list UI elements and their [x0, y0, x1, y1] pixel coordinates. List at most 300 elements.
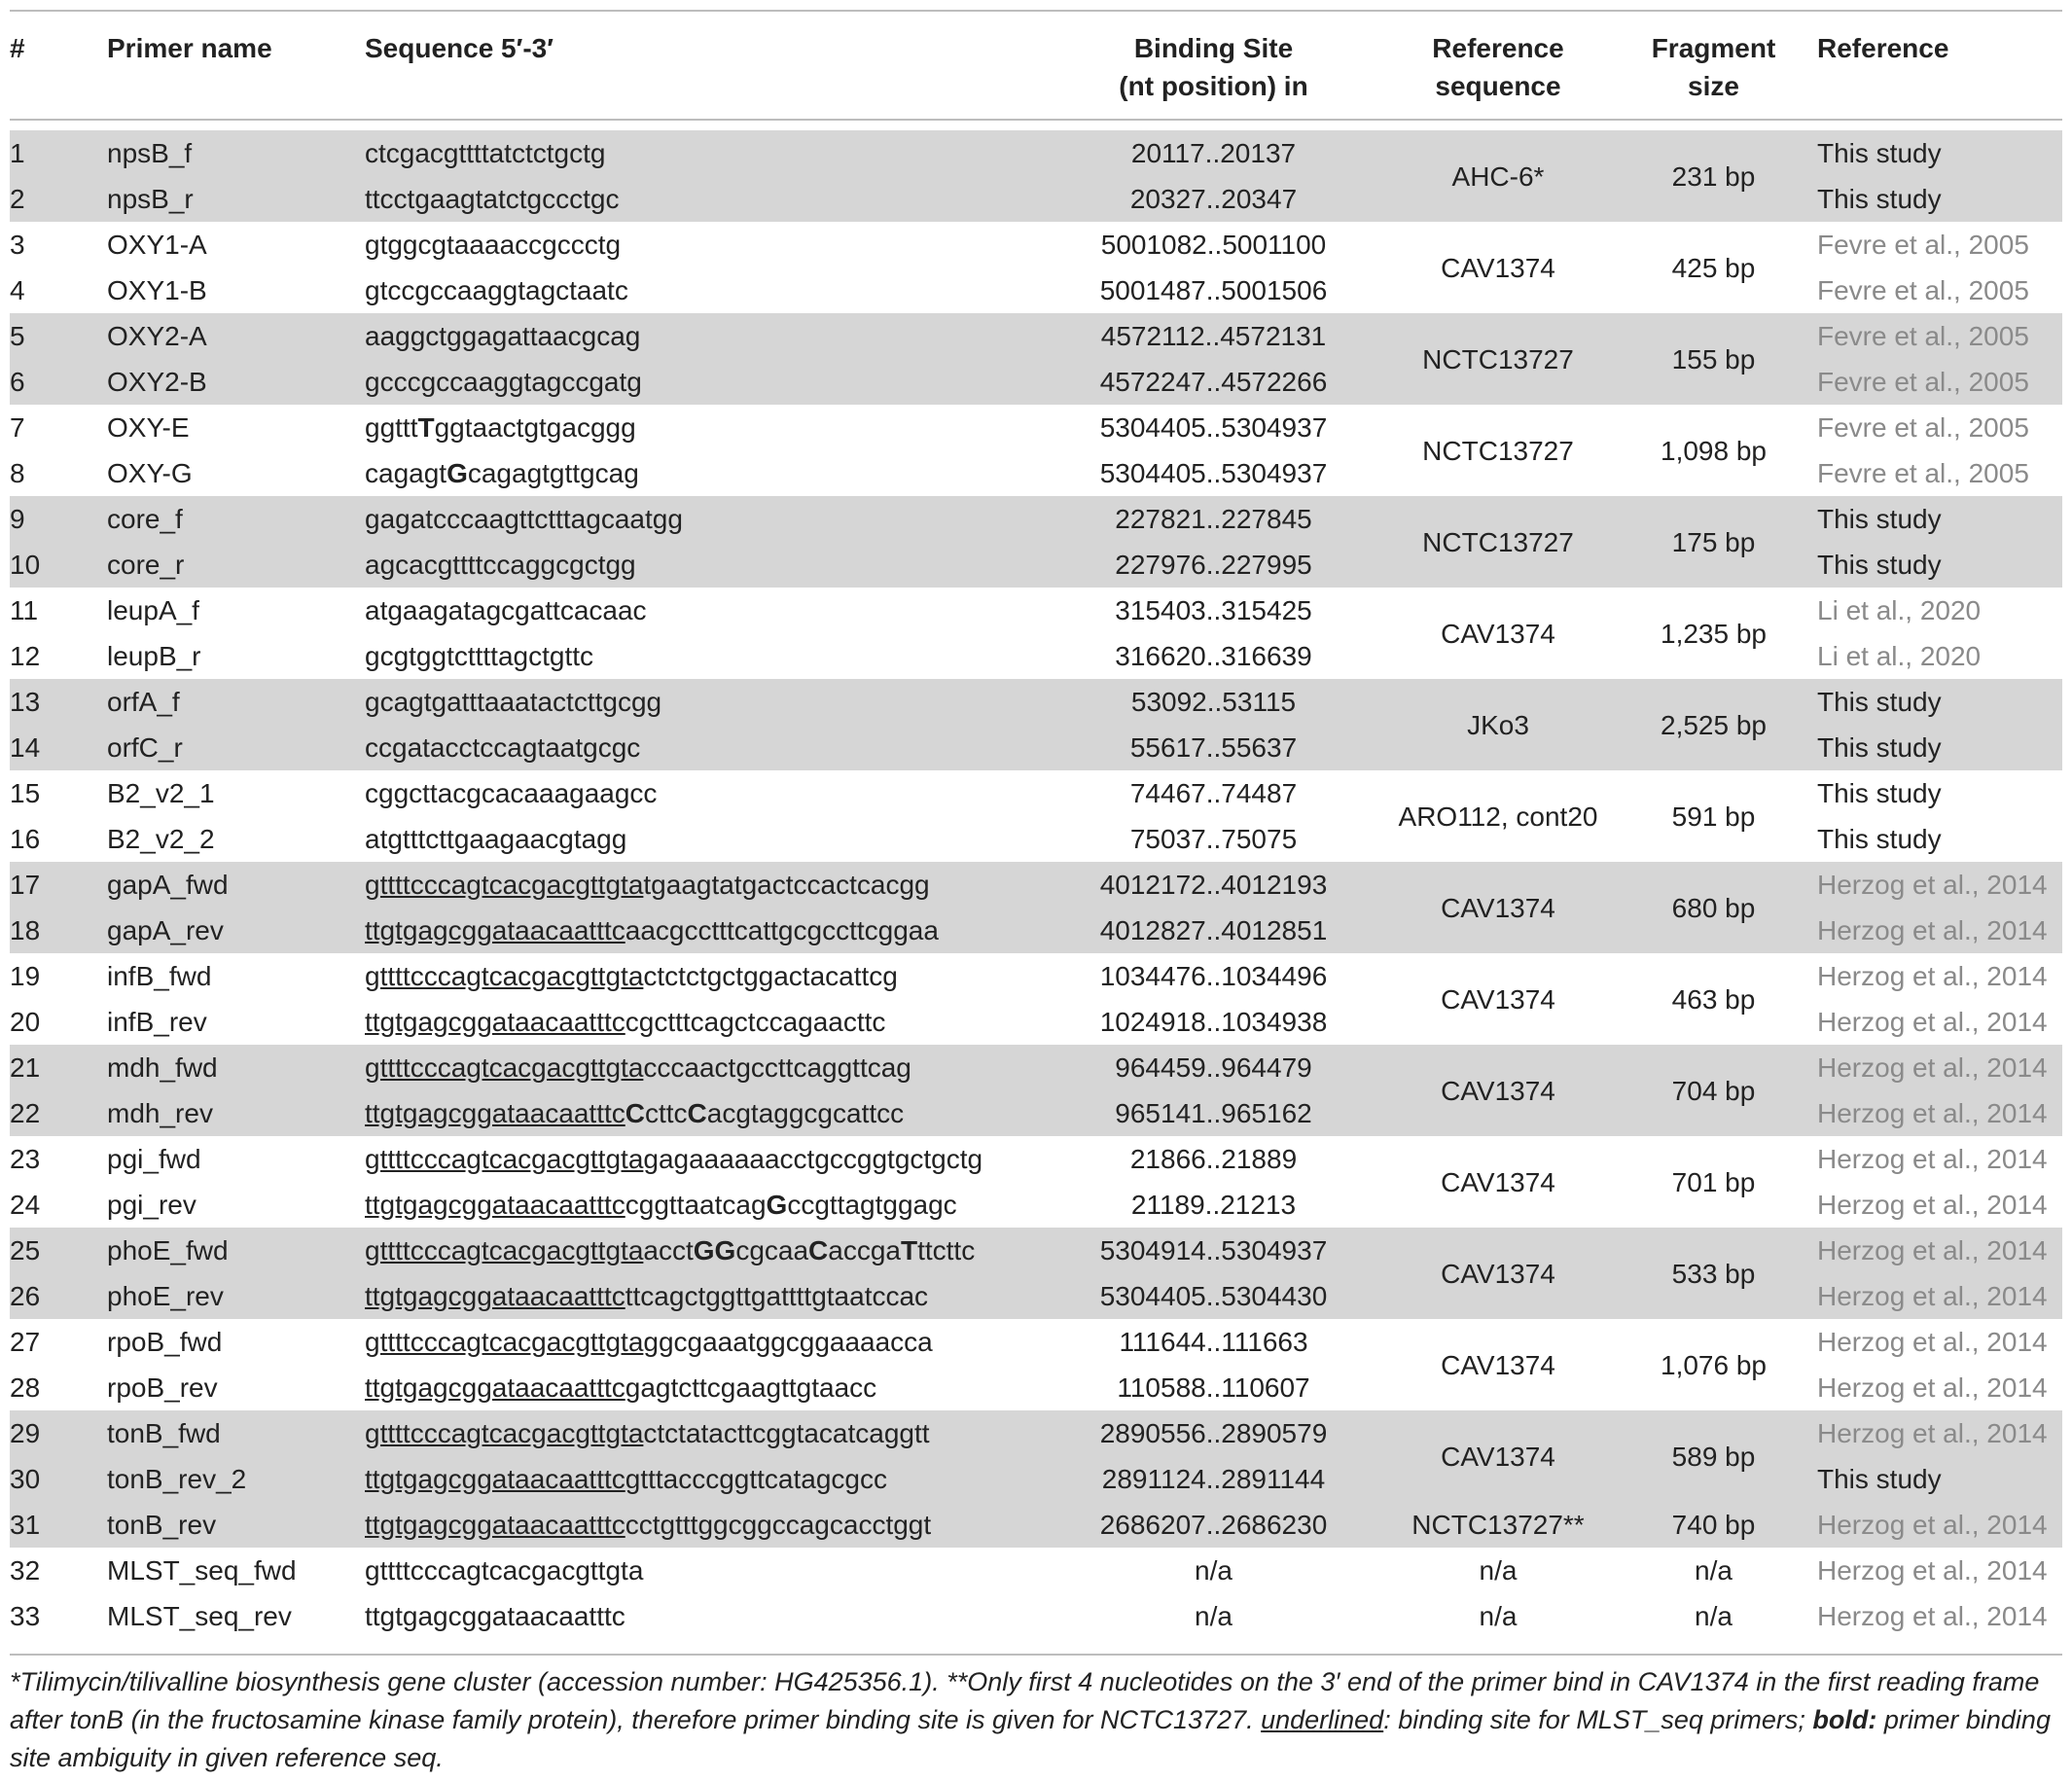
- cell-binding-site: 74467..74487: [1129, 778, 1298, 808]
- cell-binding-site: 5304405..5304937: [1099, 412, 1328, 443]
- cell-number: 19: [10, 961, 41, 991]
- table-row: [10, 1136, 2062, 1182]
- header-sequence: [365, 11, 1041, 120]
- sequence-segment: gttttcccagtcacgacgttgta: [365, 1555, 644, 1586]
- cell-reference: Herzog et al., 2014: [1817, 1144, 2048, 1174]
- cell-reference-sequence: NCTC13727**: [1386, 1502, 1610, 1548]
- cell-number: 24: [10, 1190, 41, 1220]
- cell-reference: Fevre et al., 2005: [1817, 412, 2029, 443]
- cell-reference: Fevre et al., 2005: [1817, 359, 2062, 405]
- cell-binding-site: 53092..53115: [1041, 679, 1386, 725]
- sequence-segment: accga: [828, 1235, 901, 1265]
- cell-reference: Li et al., 2020: [1817, 641, 1982, 671]
- cell-sequence: [365, 1365, 1041, 1410]
- cell-binding-site: 227976..227995: [1041, 542, 1386, 588]
- sequence-segment: cagagtgttgcag: [467, 458, 639, 488]
- cell-reference: Herzog et al., 2014: [1817, 1555, 2048, 1586]
- cell-fragment-size: 533 bp: [1610, 1228, 1817, 1319]
- cell-primer-name: OXY2-A: [107, 313, 365, 359]
- table-row: [10, 496, 2062, 542]
- header-refseq-line2: sequence: [1435, 71, 1561, 101]
- cell-sequence: [365, 1319, 1041, 1365]
- cell-binding-site: 111644..111663: [1119, 1327, 1308, 1357]
- sequence-bold-segment: C: [808, 1235, 829, 1265]
- cell-binding-site: 2686207..2686230: [1041, 1502, 1386, 1548]
- cell-reference: Herzog et al., 2014: [1817, 1007, 2048, 1037]
- cell-reference: Herzog et al., 2014: [1817, 1045, 2062, 1090]
- cell-reference-sequence: CAV1374: [1441, 1349, 1555, 1380]
- cell-binding-site: 315403..315425: [1115, 595, 1312, 625]
- cell-number: 22: [10, 1090, 107, 1136]
- cell-reference: Herzog et al., 2014: [1817, 1601, 2048, 1631]
- cell-primer-name: OXY-E: [107, 412, 190, 443]
- cell-reference-sequence: CAV1374: [1441, 1166, 1555, 1197]
- table-footnote: [10, 1654, 2062, 1777]
- header-spacer-cell: [10, 120, 2062, 130]
- cell-number: 9: [10, 496, 107, 542]
- cell-fragment-size: 155 bp: [1610, 313, 1817, 405]
- cell-number: 25: [10, 1228, 107, 1273]
- sequence-bold-segment: C: [625, 1098, 645, 1128]
- sequence-segment: cttc: [644, 1098, 688, 1128]
- cell-fragment-size: 704 bp: [1610, 1045, 1817, 1136]
- cell-sequence: [365, 816, 1041, 862]
- sequence-segment: gcagtgatttaaatactcttgcgg: [365, 687, 662, 717]
- cell-number: 1: [10, 130, 107, 176]
- cell-sequence: [365, 496, 1041, 542]
- footnote-text-3: primer binding site ambiguity in given reference seq.: [10, 1705, 2051, 1772]
- cell-primer-name: infB_rev: [107, 1007, 207, 1037]
- cell-number: 20: [10, 1007, 41, 1037]
- cell-binding-site: 1024918..1034938: [1099, 1007, 1328, 1037]
- sequence-underlined-segment: gttttcccagtcacgacgttgta: [365, 1418, 644, 1448]
- sequence-segment: ggcgaaatggcggaaaacca: [643, 1327, 933, 1357]
- header-spacer: [10, 120, 2062, 130]
- cell-primer-name: phoE_rev: [107, 1273, 365, 1319]
- sequence-underlined-segment: gttttcccagtcacgacgttgta: [365, 1052, 644, 1083]
- cell-primer-name: pgi_fwd: [107, 1144, 201, 1174]
- sequence-underlined-segment: gttttcccagtcacgacgttgta: [365, 870, 644, 900]
- sequence-segment: ttcttc: [917, 1235, 976, 1265]
- cell-binding-site: 965141..965162: [1041, 1090, 1386, 1136]
- cell-number: 29: [10, 1410, 107, 1456]
- sequence-segment: cgcaa: [735, 1235, 809, 1265]
- cell-fragment-size: 591 bp: [1671, 801, 1756, 832]
- cell-primer-name: infB_fwd: [107, 961, 212, 991]
- table-row: [10, 953, 2062, 999]
- table-row: [10, 130, 2062, 176]
- sequence-segment: acct: [643, 1235, 694, 1265]
- cell-reference: This study: [1817, 1456, 2062, 1502]
- cell-reference: Herzog et al., 2014: [1817, 1502, 2062, 1548]
- cell-sequence: [365, 176, 1041, 222]
- cell-primer-name: orfA_f: [107, 679, 365, 725]
- cell-fragment-size: 175 bp: [1610, 496, 1817, 588]
- cell-reference: Herzog et al., 2014: [1817, 961, 2048, 991]
- sequence-bold-segment: T: [417, 412, 435, 443]
- cell-fragment-size: 589 bp: [1610, 1410, 1817, 1502]
- cell-sequence: [365, 405, 1041, 450]
- sequence-underlined-segment: ttgtgagcggataacaatttc: [365, 1007, 625, 1037]
- sequence-underlined-segment: ttgtgagcggataacaatttc: [365, 1281, 625, 1311]
- sequence-segment: cccaactgccttcaggttcag: [643, 1052, 911, 1083]
- header-number: [10, 11, 107, 120]
- sequence-underlined-segment: ttgtgagcggataacaatttc: [365, 1098, 625, 1128]
- cell-sequence: [365, 450, 1041, 496]
- cell-primer-name: rpoB_fwd: [107, 1327, 223, 1357]
- sequence-underlined-segment: ttgtgagcggataacaatttc: [365, 1510, 625, 1540]
- cell-binding-site: 1034476..1034496: [1099, 961, 1328, 991]
- cell-sequence: [365, 908, 1041, 953]
- cell-binding-site: 227821..227845: [1041, 496, 1386, 542]
- cell-primer-name: mdh_rev: [107, 1090, 365, 1136]
- cell-reference: Herzog et al., 2014: [1817, 1273, 2062, 1319]
- cell-reference-sequence: CAV1374: [1441, 618, 1555, 649]
- table-row: [10, 1502, 2062, 1548]
- cell-fragment-size: n/a: [1695, 1601, 1733, 1631]
- sequence-segment: ggtaactgtgacggg: [434, 412, 636, 443]
- cell-reference: This study: [1817, 824, 1942, 854]
- header-refseq-line1: Reference: [1432, 33, 1564, 63]
- cell-reference: Herzog et al., 2014: [1817, 908, 2062, 953]
- cell-reference-sequence: CAV1374: [1386, 1410, 1610, 1502]
- cell-primer-name: OXY1-A: [107, 230, 207, 260]
- cell-binding-site: n/a: [1195, 1601, 1232, 1631]
- cell-number: 27: [10, 1327, 41, 1357]
- cell-reference-sequence: CAV1374: [1386, 1045, 1610, 1136]
- header-number-text: #: [10, 33, 25, 63]
- sequence-bold-segment: C: [687, 1098, 707, 1128]
- cell-primer-name: rpoB_rev: [107, 1372, 218, 1403]
- primer-table-body: [10, 130, 2062, 1639]
- table-row: [10, 405, 2062, 450]
- cell-primer-name: mdh_fwd: [107, 1045, 365, 1090]
- cell-reference: This study: [1817, 542, 2062, 588]
- sequence-bold-segment: G: [766, 1190, 788, 1220]
- sequence-segment: atgtttcttgaagaacgtagg: [365, 824, 627, 854]
- header-primer-name-text: Primer name: [107, 33, 272, 63]
- cell-fragment-size: 1,076 bp: [1661, 1349, 1767, 1380]
- cell-sequence: [365, 999, 1041, 1045]
- cell-number: 6: [10, 359, 107, 405]
- sequence-segment: cctgtttggcggccagcacctggt: [625, 1510, 932, 1540]
- cell-fragment-size: n/a: [1695, 1555, 1733, 1586]
- cell-sequence: [365, 633, 1041, 679]
- cell-reference: This study: [1817, 176, 2062, 222]
- sequence-underlined-segment: gttttcccagtcacgacgttgta: [365, 1235, 644, 1265]
- header-reference: [1817, 11, 2062, 120]
- cell-reference-sequence: JKo3: [1386, 679, 1610, 770]
- cell-primer-name: tonB_fwd: [107, 1410, 365, 1456]
- sequence-underlined-segment: ttgtgagcggataacaatttc: [365, 1190, 625, 1220]
- cell-sequence: [365, 267, 1041, 313]
- cell-reference-sequence: CAV1374: [1441, 252, 1555, 283]
- cell-fragment-size: 740 bp: [1610, 1502, 1817, 1548]
- sequence-underlined-segment: gttttcccagtcacgacgttgta: [365, 961, 644, 991]
- sequence-underlined-segment: ttgtgagcggataacaatttc: [365, 1464, 625, 1494]
- cell-reference-sequence: CAV1374: [1386, 1228, 1610, 1319]
- table-row: [10, 1045, 2062, 1090]
- cell-primer-name: leupA_f: [107, 595, 199, 625]
- sequence-segment: gtttacccggttcatagcgcc: [625, 1464, 888, 1494]
- cell-number: 28: [10, 1372, 41, 1403]
- cell-primer-name: tonB_rev_2: [107, 1456, 365, 1502]
- cell-fragment-size: 231 bp: [1610, 130, 1817, 222]
- table-row: [10, 1410, 2062, 1456]
- header-row: [10, 11, 2062, 120]
- cell-primer-name: phoE_fwd: [107, 1228, 365, 1273]
- table-row: [10, 679, 2062, 725]
- cell-binding-site: 5304914..5304937: [1041, 1228, 1386, 1273]
- cell-binding-site: 21189..21213: [1130, 1190, 1297, 1220]
- cell-number: 7: [10, 412, 25, 443]
- cell-number: 13: [10, 679, 107, 725]
- cell-number: 32: [10, 1555, 41, 1586]
- cell-binding-site: 21866..21889: [1129, 1144, 1298, 1174]
- cell-reference: This study: [1817, 725, 2062, 770]
- cell-reference: This study: [1817, 778, 1942, 808]
- cell-binding-site: 316620..316639: [1115, 641, 1312, 671]
- cell-primer-name: B2_v2_1: [107, 778, 215, 808]
- sequence-segment: gagaaaaaacctgccggtgctgctg: [643, 1144, 983, 1174]
- sequence-segment: ctctatacttcggtacatcaggtt: [643, 1418, 930, 1448]
- cell-reference: Herzog et al., 2014: [1817, 1327, 2048, 1357]
- table-row: [10, 1593, 2062, 1639]
- cell-sequence: [365, 542, 1041, 588]
- cell-reference: This study: [1817, 496, 2062, 542]
- header-binding-site-line2: (nt position) in: [1119, 71, 1308, 101]
- cell-reference: Herzog et al., 2014: [1817, 1410, 2062, 1456]
- cell-number: 21: [10, 1045, 107, 1090]
- cell-binding-site: 20117..20137: [1041, 130, 1386, 176]
- cell-number: 8: [10, 458, 25, 488]
- cell-binding-site: 2890556..2890579: [1041, 1410, 1386, 1456]
- cell-reference-sequence: n/a: [1479, 1601, 1518, 1631]
- sequence-segment: ggttt: [365, 412, 418, 443]
- cell-reference-sequence: NCTC13727: [1386, 496, 1610, 588]
- cell-primer-name: npsB_f: [107, 130, 365, 176]
- cell-sequence: [365, 862, 1041, 908]
- sequence-segment: cagagt: [365, 458, 447, 488]
- sequence-segment: gagatcccaagttctttagcaatgg: [365, 504, 683, 534]
- sequence-underlined-segment: ttgtgagcggataacaatttc: [365, 1372, 625, 1403]
- cell-sequence: [365, 679, 1041, 725]
- cell-reference: Fevre et al., 2005: [1817, 230, 2029, 260]
- cell-binding-site: 5001082..5001100: [1100, 230, 1327, 260]
- sequence-segment: agcacgttttccaggcgctgg: [365, 550, 636, 580]
- footnote-text-2: : binding site for MLST_seq primers;: [1383, 1705, 1813, 1734]
- cell-reference: Herzog et al., 2014: [1817, 862, 2062, 908]
- cell-sequence: [365, 359, 1041, 405]
- cell-primer-name: core_f: [107, 496, 365, 542]
- cell-primer-name: core_r: [107, 542, 365, 588]
- cell-sequence: [365, 1593, 1041, 1639]
- table-row: [10, 1228, 2062, 1273]
- sequence-segment: ccgttagtggagc: [787, 1190, 957, 1220]
- footnote-text-1: *Tilimycin/tilivalline biosynthesis gene cluster (accession number: HG425356.1). **Only first 4 nucleotides on the 3′ end of the primer bind in CAV1374 in the first reading frame after tonB (in the fructosamine kinase family protein), therefore primer binding site is given for NCTC13727.: [10, 1667, 2040, 1734]
- cell-primer-name: pgi_rev: [107, 1190, 196, 1220]
- sequence-underlined-segment: gttttcccagtcacgacgttgta: [365, 1144, 644, 1174]
- cell-reference: Herzog et al., 2014: [1817, 1090, 2062, 1136]
- cell-sequence: [365, 1502, 1041, 1548]
- cell-sequence: [365, 770, 1041, 816]
- cell-reference: This study: [1817, 130, 2062, 176]
- sequence-segment: gagtcttcgaagttgtaacc: [625, 1372, 877, 1403]
- primer-table: [10, 10, 2062, 1639]
- table-row: [10, 222, 2062, 267]
- cell-sequence: [365, 1273, 1041, 1319]
- footnote-bold-label: bold:: [1812, 1705, 1877, 1734]
- header-frag-line1: Fragment: [1651, 33, 1776, 63]
- table-row: [10, 770, 2062, 816]
- cell-number: 4: [10, 275, 25, 305]
- cell-binding-site: 20327..20347: [1041, 176, 1386, 222]
- cell-primer-name: gapA_rev: [107, 908, 365, 953]
- sequence-segment: gcccgccaaggtagccgatg: [365, 367, 642, 397]
- cell-sequence: [365, 953, 1041, 999]
- cell-sequence: [365, 588, 1041, 633]
- cell-sequence: [365, 313, 1041, 359]
- cell-sequence: [365, 1045, 1041, 1090]
- cell-primer-name: tonB_rev: [107, 1502, 365, 1548]
- footnote-underlined-label: underlined: [1261, 1705, 1384, 1734]
- cell-reference-sequence: n/a: [1479, 1555, 1518, 1586]
- cell-fragment-size: 2,525 bp: [1610, 679, 1817, 770]
- cell-primer-name: OXY2-B: [107, 359, 365, 405]
- sequence-segment: cgctttcagctccagaacttc: [625, 1007, 886, 1037]
- cell-binding-site: 75037..75075: [1129, 824, 1298, 854]
- header-frag-line2: size: [1688, 71, 1739, 101]
- cell-reference-sequence: CAV1374: [1441, 983, 1555, 1015]
- cell-primer-name: B2_v2_2: [107, 824, 215, 854]
- cell-sequence: [365, 130, 1041, 176]
- cell-fragment-size: 463 bp: [1671, 983, 1756, 1015]
- cell-number: 2: [10, 176, 107, 222]
- cell-number: 30: [10, 1456, 107, 1502]
- cell-primer-name: gapA_fwd: [107, 862, 365, 908]
- sequence-bold-segment: GG: [693, 1235, 736, 1265]
- cell-primer-name: npsB_r: [107, 176, 365, 222]
- cell-number: 31: [10, 1502, 107, 1548]
- table-row: [10, 313, 2062, 359]
- cell-sequence: [365, 222, 1041, 267]
- header-primer-name: [107, 11, 365, 120]
- sequence-segment: ttcctgaagtatctgccctgc: [365, 184, 620, 214]
- cell-number: 14: [10, 725, 107, 770]
- cell-number: 12: [10, 641, 41, 671]
- cell-binding-site: 5001487..5001506: [1099, 275, 1328, 305]
- table-row: [10, 862, 2062, 908]
- sequence-underlined-segment: gttttcccagtcacgacgttgta: [365, 1327, 644, 1357]
- cell-number: 26: [10, 1273, 107, 1319]
- cell-binding-site: 55617..55637: [1041, 725, 1386, 770]
- header-binding-site: [1041, 11, 1386, 120]
- cell-number: 3: [10, 230, 25, 260]
- cell-reference-sequence: ARO112, cont20: [1398, 801, 1598, 832]
- cell-fragment-size: 680 bp: [1610, 862, 1817, 953]
- cell-primer-name: OXY1-B: [107, 275, 207, 305]
- cell-number: 18: [10, 908, 107, 953]
- cell-sequence: [365, 1090, 1041, 1136]
- cell-reference: Herzog et al., 2014: [1817, 1228, 2062, 1273]
- cell-number: 5: [10, 313, 107, 359]
- cell-binding-site: 2891124..2891144: [1041, 1456, 1386, 1502]
- cell-sequence: [365, 1182, 1041, 1228]
- cell-binding-site: n/a: [1195, 1555, 1232, 1586]
- table-row: [10, 588, 2062, 633]
- cell-sequence: [365, 1456, 1041, 1502]
- cell-fragment-size: 701 bp: [1671, 1166, 1756, 1197]
- cell-reference-sequence: NCTC13727: [1422, 435, 1574, 466]
- sequence-segment: aacgcctttcattgcgccttcggaa: [625, 915, 939, 945]
- header-reference-sequence: [1386, 11, 1610, 120]
- sequence-segment: aaggctggagattaacgcag: [365, 321, 641, 351]
- sequence-underlined-segment: ttgtgagcggataacaatttc: [365, 915, 625, 945]
- sequence-bold-segment: G: [447, 458, 468, 488]
- header-binding-site-line1: Binding Site: [1133, 33, 1294, 63]
- cell-sequence: [365, 1410, 1041, 1456]
- header-reference-text: Reference: [1817, 33, 1949, 63]
- cell-binding-site: 4572247..4572266: [1041, 359, 1386, 405]
- cell-number: 11: [10, 595, 39, 625]
- cell-fragment-size: 425 bp: [1671, 252, 1756, 283]
- cell-binding-site: 964459..964479: [1041, 1045, 1386, 1090]
- cell-fragment-size: 1,098 bp: [1661, 435, 1767, 466]
- cell-reference: Fevre et al., 2005: [1817, 275, 2029, 305]
- cell-fragment-size: 1,235 bp: [1661, 618, 1767, 649]
- cell-number: 33: [10, 1601, 41, 1631]
- cell-reference: Fevre et al., 2005: [1817, 458, 2029, 488]
- cell-number: 17: [10, 862, 107, 908]
- cell-primer-name: MLST_seq_fwd: [107, 1555, 297, 1586]
- cell-reference-sequence: NCTC13727: [1386, 313, 1610, 405]
- cell-primer-name: OXY-G: [107, 458, 193, 488]
- cell-primer-name: MLST_seq_rev: [107, 1601, 292, 1631]
- cell-primer-name: orfC_r: [107, 725, 365, 770]
- sequence-segment: tgaagtatgactccactcacgg: [643, 870, 930, 900]
- cell-reference: This study: [1817, 679, 2062, 725]
- cell-binding-site: 110588..110607: [1117, 1372, 1310, 1403]
- cell-binding-site: 4572112..4572131: [1041, 313, 1386, 359]
- sequence-segment: cggttaatcag: [625, 1190, 767, 1220]
- sequence-segment: cggcttacgcacaaagaagcc: [365, 778, 658, 808]
- cell-binding-site: 4012827..4012851: [1041, 908, 1386, 953]
- cell-reference-sequence: CAV1374: [1386, 862, 1610, 953]
- cell-number: 10: [10, 542, 107, 588]
- cell-reference: Herzog et al., 2014: [1817, 1190, 2048, 1220]
- header-fragment-size: [1610, 11, 1817, 120]
- cell-reference: Herzog et al., 2014: [1817, 1372, 2048, 1403]
- cell-number: 23: [10, 1144, 41, 1174]
- cell-sequence: [365, 1136, 1041, 1182]
- cell-primer-name: leupB_r: [107, 641, 201, 671]
- sequence-segment: gtggcgtaaaaccgccctg: [365, 230, 622, 260]
- sequence-segment: atgaagatagcgattcacaac: [365, 595, 647, 625]
- sequence-segment: ctctctgctggactacattcg: [643, 961, 898, 991]
- table-row: [10, 1548, 2062, 1593]
- sequence-segment: ttcagctggttgattttgtaatccac: [625, 1281, 929, 1311]
- cell-sequence: [365, 1548, 1041, 1593]
- cell-sequence: [365, 725, 1041, 770]
- cell-number: 15: [10, 778, 41, 808]
- sequence-bold-segment: T: [900, 1235, 918, 1265]
- cell-binding-site: 4012172..4012193: [1041, 862, 1386, 908]
- sequence-segment: acgtaggcgcattcc: [706, 1098, 905, 1128]
- cell-binding-site: 5304405..5304430: [1041, 1273, 1386, 1319]
- table-row: [10, 1319, 2062, 1365]
- sequence-segment: gcgtggtcttttagctgttc: [365, 641, 594, 671]
- cell-reference: Fevre et al., 2005: [1817, 313, 2062, 359]
